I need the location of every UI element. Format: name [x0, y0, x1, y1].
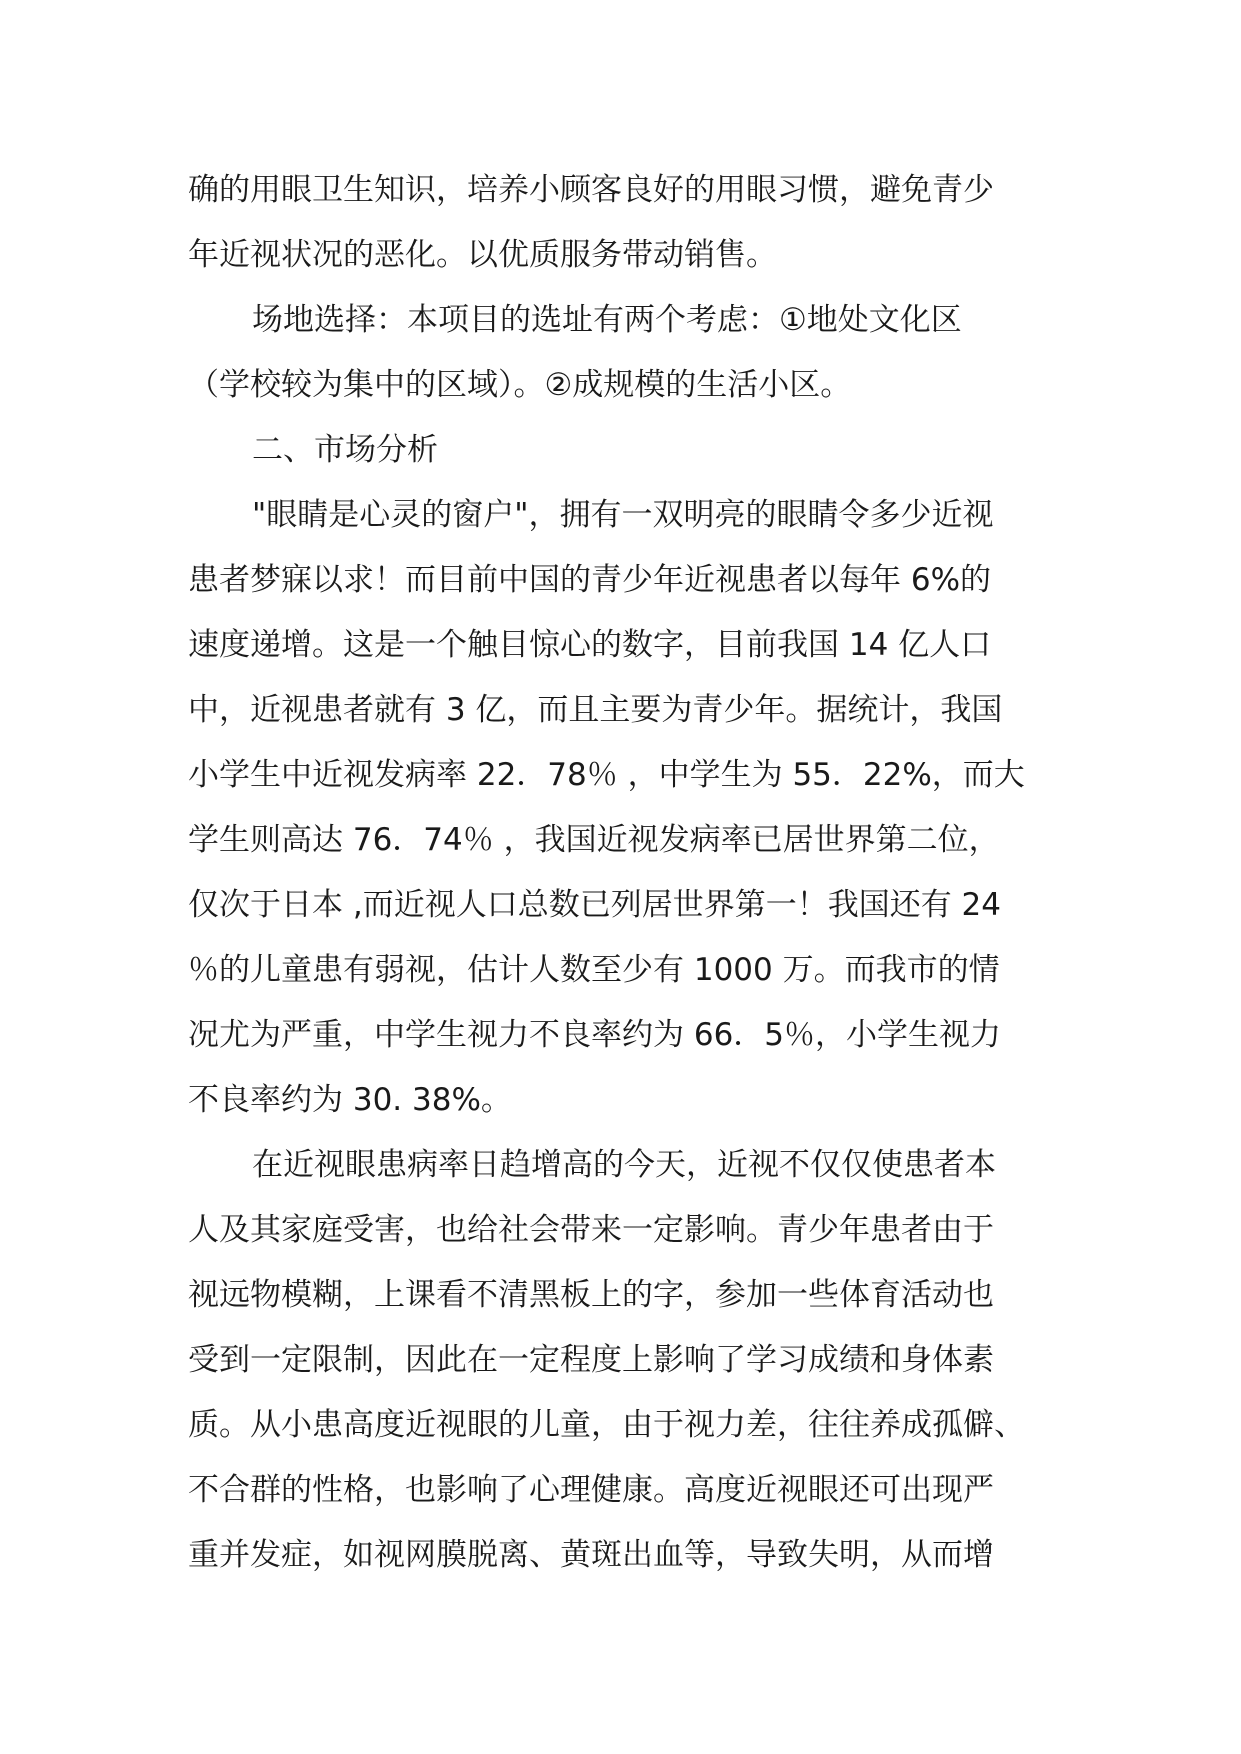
text-line: 学生则高达 76．74％ ，我国近视发病率已居世界第二位， — [188, 822, 1000, 858]
text-line: 中，近视患者就有 3 亿，而且主要为青少年。据统计，我国 — [188, 692, 1003, 728]
paragraph-start-line: 在近视眼患病率日趋增高的今天，近视不仅仅使患者本 — [252, 1147, 996, 1183]
text-line: ％的儿童患有弱视，估计人数至少有 1000 万。而我市的情 — [188, 952, 1000, 988]
text-line: 患者梦寐以求！而目前中国的青少年近视患者以每年 6%的 — [188, 562, 992, 598]
paragraph-start-line: "眼睛是心灵的窗户"，拥有一双明亮的眼睛令多少近视 — [252, 497, 994, 533]
paragraph-start-line: 场地选择：本项目的选址有两个考虑：①地处文化区 — [252, 302, 962, 338]
text-line: 况尤为严重，中学生视力不良率约为 66．5％，小学生视力 — [188, 1017, 1002, 1053]
body-text — [188, 158, 1068, 1588]
text-line: 确的用眼卫生知识，培养小顾客良好的用眼习惯，避免青少 — [188, 172, 994, 208]
text-line: 不合群的性格，也影响了心理健康。高度近视眼还可出现严 — [188, 1472, 994, 1508]
text-line: 不良率约为 30. 38%。 — [188, 1082, 512, 1118]
text-line: （学校较为集中的区域）。②成规模的生活小区。 — [188, 367, 852, 403]
text-line: 受到一定限制，因此在一定程度上影响了学习成绩和身体素 — [188, 1342, 994, 1378]
text-line: 质。从小患高度近视眼的儿童，由于视力差，往往养成孤僻、 — [188, 1407, 1025, 1443]
text-line: 视远物模糊，上课看不清黑板上的字，参加一些体育活动也 — [188, 1277, 994, 1313]
text-line: 年近视状况的恶化。以优质服务带动销售。 — [188, 237, 777, 273]
text-line: 仅次于日本 ,而近视人口总数已列居世界第一！我国还有 24 — [188, 887, 1002, 923]
text-line: 小学生中近视发病率 22．78％ ，中学生为 55．22%，而大 — [188, 757, 1025, 793]
text-line: 重并发症，如视网膜脱离、黄斑出血等，导致失明，从而增 — [188, 1537, 994, 1573]
section-heading: 二、市场分析 — [252, 432, 438, 468]
text-line: 人及其家庭受害，也给社会带来一定影响。青少年患者由于 — [188, 1212, 994, 1248]
text-line: 速度递增。这是一个触目惊心的数字，目前我国 14 亿人口 — [188, 627, 992, 663]
